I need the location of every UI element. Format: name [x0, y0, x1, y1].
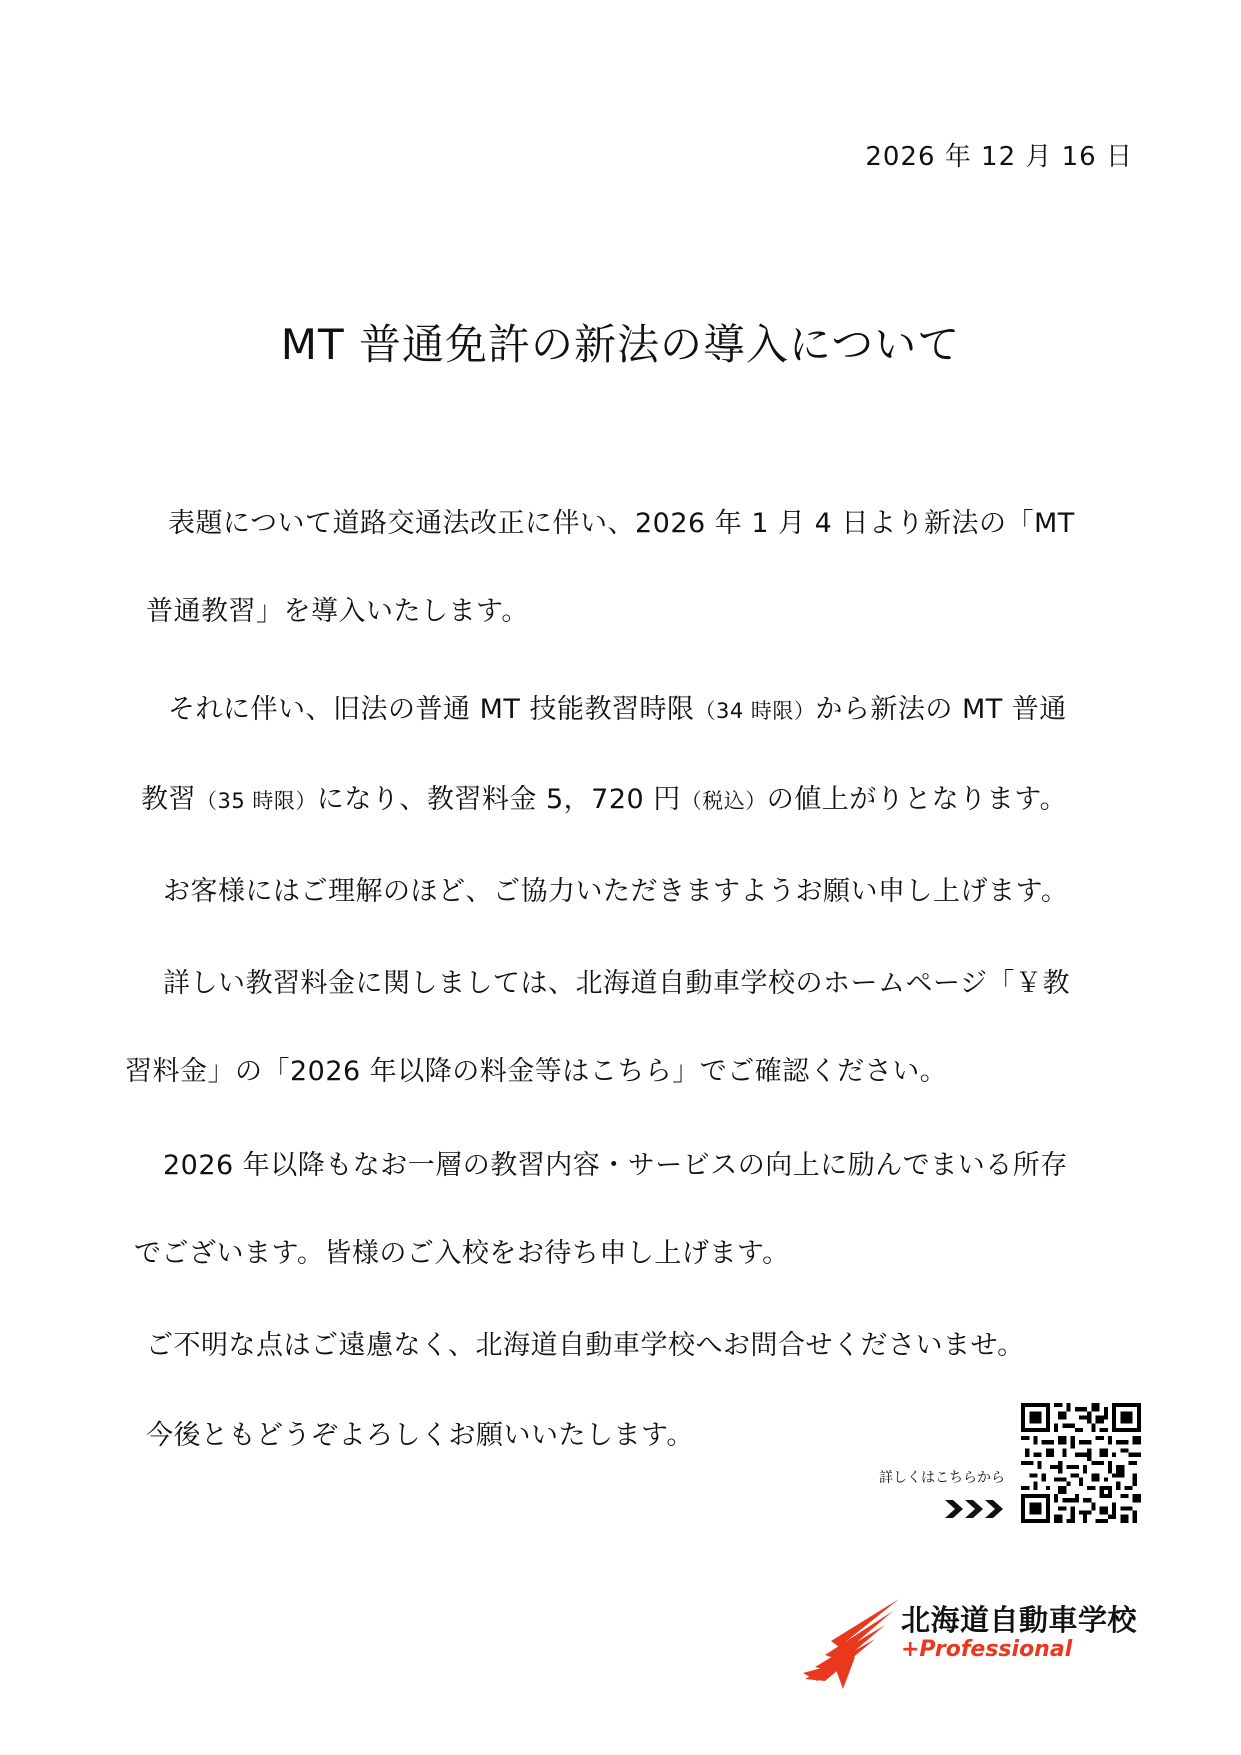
school-logo-mark: [795, 1597, 901, 1691]
paragraph-4-line-1: 詳しい教習料金に関しましては、北海道自動車学校のホームページ「￥教: [163, 968, 1070, 999]
paragraph-6: ご不明な点はご遠慮なく、北海道自動車学校へお問合せくださいませ。: [146, 1330, 1025, 1361]
school-logo-name: 北海道自動車学校: [901, 1603, 1138, 1637]
paragraph-3: お客様にはご理解のほど、ご協力いただきますようお願い申し上げます。: [163, 876, 1069, 907]
paragraph-2-line-2: [141, 777, 1067, 816]
qr-code[interactable]: [1021, 1403, 1141, 1523]
qr-caption: 詳しくはこちらから: [879, 1470, 1005, 1486]
paragraph-5-line-2: でございます。皆様のご入校をお待ち申し上げます。: [134, 1238, 790, 1269]
page-title: MT 普通免許の新法の導入について: [280, 320, 961, 369]
paragraph-2-text-f: になり、教習料金 5，720 円: [316, 784, 681, 815]
paragraph-2-text-c: から新法の MT 普通: [815, 694, 1067, 725]
triple-chevron-right-icon: [945, 1498, 1005, 1520]
paragraph-1-line-2: 普通教習」を導入いたします。: [146, 596, 529, 627]
paragraph-2-text-g: （税込）: [680, 789, 767, 813]
paragraph-4-line-2: 習料金」の「2026 年以降の料金等はこちら」でご確認ください。: [125, 1056, 948, 1087]
paragraph-2-text-a: それに伴い、旧法の普通 MT 技能教習時限: [168, 694, 695, 725]
paragraph-2-text-d: 教習: [141, 784, 196, 815]
paragraph-1-line-1: 表題について道路交通法改正に伴い、2026 年 1 月 4 日より新法の「MT: [168, 508, 1075, 539]
paragraph-5-line-1: 2026 年以降もなお一層の教習内容・サービスの向上に励んでまいる所存: [163, 1150, 1068, 1181]
date: 2026 年 12 月 16 日: [865, 142, 1133, 172]
school-logo-tagline: +Professional: [901, 1637, 1073, 1662]
paragraph-2-text-e: （35 時限）: [196, 789, 317, 813]
paragraph-7: 今後ともどうぞよろしくお願いいたします。: [146, 1420, 694, 1451]
paragraph-2-text-b: （34 時限）: [694, 699, 816, 723]
paragraph-2-text-h: の値上がりとなります。: [766, 784, 1068, 815]
paragraph-2-line-1: [168, 687, 1067, 726]
